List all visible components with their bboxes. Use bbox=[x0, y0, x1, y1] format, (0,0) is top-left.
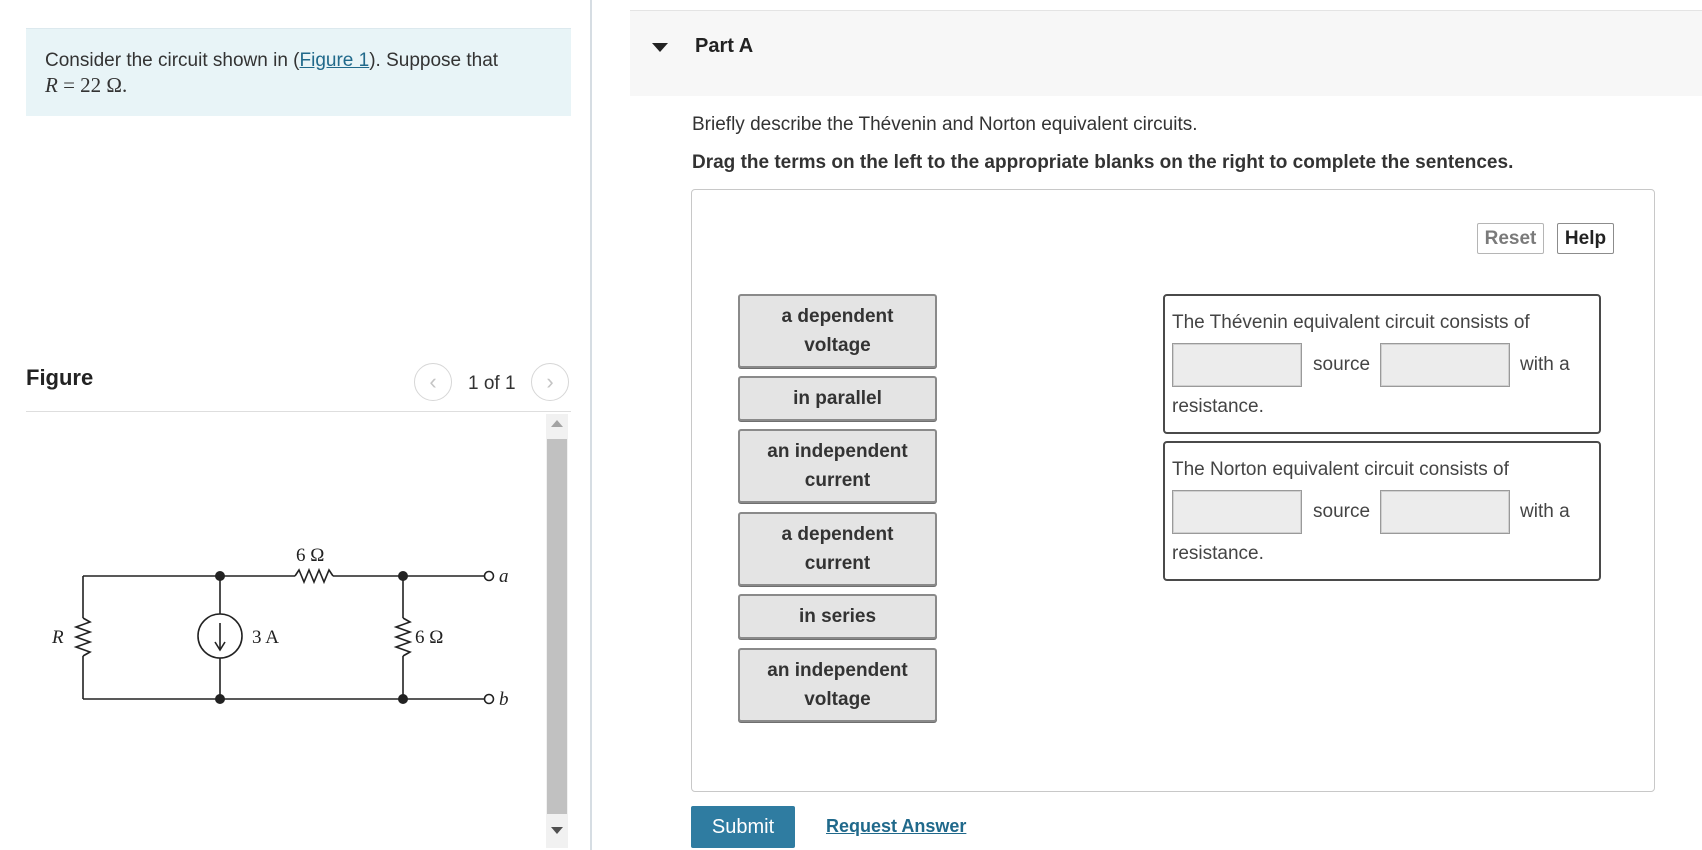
thevenin-sentence bbox=[1163, 294, 1601, 434]
norton-sentence-end: resistance. bbox=[1172, 543, 1264, 564]
part-header[interactable] bbox=[630, 10, 1702, 96]
junction-dot bbox=[215, 694, 225, 704]
term-an-independent-voltage[interactable]: an independent voltage bbox=[738, 648, 937, 722]
source-label: 3 A bbox=[252, 627, 279, 648]
part-title: Part A bbox=[695, 35, 754, 57]
thevenin-word-source: source bbox=[1313, 354, 1371, 375]
question-text: Briefly describe the Thévenin and Norton equivalent circuits. bbox=[692, 114, 1198, 135]
instruction-text: Drag the terms on the left to the appropriate blanks on the right to complete the sentences. bbox=[692, 152, 1514, 173]
term-in-parallel[interactable]: in parallel bbox=[738, 376, 937, 421]
intro-text-before: Consider the circuit shown in ( bbox=[45, 50, 300, 71]
chevron-left-icon: ‹ bbox=[429, 369, 437, 394]
figure-counter: 1 of 1 bbox=[468, 373, 516, 394]
terminal-b-label: b bbox=[499, 689, 509, 710]
collapse-caret-icon[interactable] bbox=[652, 43, 668, 52]
right-resistor-label: 6 Ω bbox=[415, 627, 444, 648]
terminal-a-node bbox=[485, 572, 494, 581]
norton-blank-1[interactable] bbox=[1172, 490, 1302, 534]
norton-word-with: with a bbox=[1520, 501, 1570, 522]
norton-word-source: source bbox=[1313, 501, 1371, 522]
right-resistor bbox=[396, 618, 410, 656]
help-button[interactable]: Help bbox=[1557, 223, 1614, 254]
figure-link[interactable]: Figure 1 bbox=[299, 50, 370, 71]
drag-and-drop-panel bbox=[691, 189, 1655, 792]
thevenin-word-with: with a bbox=[1520, 354, 1570, 375]
figure-scrollbar[interactable] bbox=[546, 414, 568, 848]
figure-divider bbox=[26, 411, 571, 412]
terminal-b-node bbox=[485, 695, 494, 704]
r-value: = 22 Ω. bbox=[57, 73, 128, 97]
junction-dot bbox=[398, 571, 408, 581]
resistance-expression bbox=[45, 73, 127, 97]
r-variable: R bbox=[45, 73, 58, 97]
request-answer-link[interactable]: Request Answer bbox=[826, 816, 967, 836]
thevenin-sentence-end: resistance. bbox=[1172, 396, 1264, 417]
figure-title: Figure bbox=[26, 365, 94, 390]
chevron-right-icon: › bbox=[546, 369, 554, 394]
left-pane bbox=[0, 0, 590, 850]
next-figure-button[interactable] bbox=[531, 363, 569, 401]
thevenin-blank-2[interactable] bbox=[1380, 343, 1510, 387]
norton-blank-2[interactable] bbox=[1380, 490, 1510, 534]
problem-intro bbox=[26, 28, 571, 116]
junction-dot bbox=[398, 694, 408, 704]
reset-button[interactable]: Reset bbox=[1477, 223, 1544, 254]
term-in-series[interactable]: in series bbox=[738, 594, 937, 639]
norton-sentence-intro: The Norton equivalent circuit consists of bbox=[1172, 459, 1509, 480]
r-label: R bbox=[52, 627, 64, 648]
scroll-up-arrow-icon[interactable] bbox=[551, 420, 563, 427]
submit-button[interactable]: Submit bbox=[691, 806, 795, 848]
figure-viewer bbox=[26, 414, 546, 850]
thevenin-sentence-intro: The Thévenin equivalent circuit consists of bbox=[1172, 312, 1530, 333]
top-resistor-label: 6 Ω bbox=[296, 545, 325, 566]
term-an-independent-current[interactable]: an independent current bbox=[738, 429, 937, 503]
r-resistor bbox=[76, 618, 90, 656]
scroll-thumb[interactable] bbox=[547, 439, 567, 814]
junction-dot bbox=[215, 571, 225, 581]
term-a-dependent-current[interactable]: a dependent current bbox=[738, 512, 937, 586]
term-a-dependent-voltage[interactable]: a dependent voltage bbox=[738, 294, 937, 368]
pane-divider bbox=[590, 0, 592, 850]
terminal-a-label: a bbox=[499, 566, 509, 587]
intro-text-after: ). Suppose that bbox=[369, 50, 499, 71]
scroll-down-arrow-icon[interactable] bbox=[551, 827, 563, 834]
previous-figure-button[interactable] bbox=[414, 363, 452, 401]
norton-sentence bbox=[1163, 441, 1601, 581]
circuit-diagram bbox=[26, 514, 546, 744]
thevenin-blank-1[interactable] bbox=[1172, 343, 1302, 387]
